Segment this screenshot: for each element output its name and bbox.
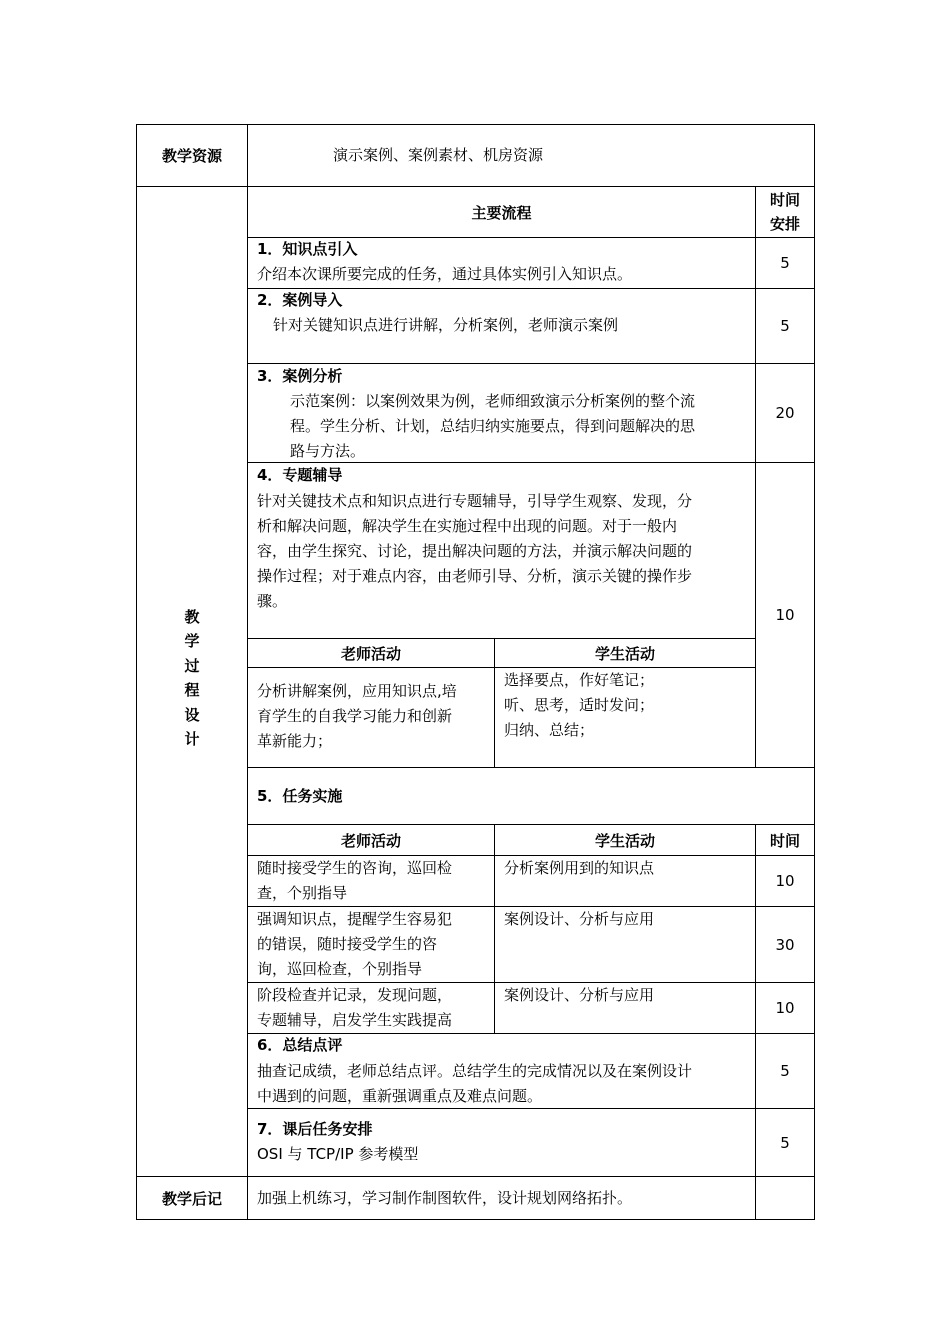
- step4-time-cell: [755, 462, 815, 768]
- step4-line2: 析和解决问题，解决学生在实施过程中出现的问题。对于一般内: [257, 517, 678, 535]
- step1-time-cell: [755, 237, 815, 289]
- main-flow-header: 主要流程: [471, 203, 532, 222]
- step3-line3: 路与方法。: [290, 442, 366, 460]
- step1-cell: [247, 237, 756, 289]
- step7-time-cell: [755, 1108, 815, 1177]
- time-header-line2: 安排: [769, 215, 800, 233]
- step3-cell: [247, 363, 756, 463]
- notes-value-cell: [247, 1176, 756, 1220]
- step5-row3-student: 案例设计、分析与应用: [504, 986, 655, 1004]
- step6-line1: 抽查记成绩，老师总结点评。总结学生的完成情况以及在案例设计: [257, 1062, 693, 1080]
- step3-time: 20: [775, 404, 795, 422]
- time-header-cell: [755, 186, 815, 238]
- step3-line2: 程。学生分析、计划，总结归纳实施要点，得到问题解决的思: [290, 417, 696, 435]
- step4-student-header: 学生活动: [594, 644, 655, 663]
- step5-time-header-cell: [755, 824, 815, 856]
- step5-row2-student-cell: [494, 906, 756, 983]
- step5-row1-time: 10: [775, 872, 795, 890]
- step2-time: 5: [780, 317, 790, 335]
- step3-title: 3．案例分析: [257, 367, 343, 385]
- notes-label: 教学后记: [161, 1189, 222, 1208]
- step2-text: 针对关键知识点进行讲解，分析案例，老师演示案例: [273, 316, 619, 334]
- step5-teacher-header-cell: [247, 824, 495, 856]
- step6-line2: 中遇到的问题，重新强调重点及难点问题。: [257, 1087, 543, 1105]
- step7-title: 7．课后任务安排: [257, 1120, 373, 1138]
- step5-time-header: 时间: [769, 831, 800, 850]
- main-flow-header-cell: [247, 186, 756, 238]
- step5-title-cell: [247, 767, 815, 825]
- step5-row2-student: 案例设计、分析与应用: [504, 910, 655, 928]
- process-label: 教 学 过 程 设 计: [184, 608, 200, 749]
- step7-line1: OSI 与 TCP/IP 参考模型: [257, 1145, 419, 1163]
- resources-label-cell: [136, 124, 248, 187]
- step4-student-header-cell: [494, 638, 756, 668]
- resources-value-cell: [247, 124, 815, 187]
- resources-value: 演示案例、案例素材、机房资源: [333, 146, 544, 164]
- step5-student-header: 学生活动: [594, 831, 655, 850]
- step1-text: 介绍本次课所要完成的任务，通过具体实例引入知识点。: [257, 265, 633, 283]
- step4-student-line2: 听、思考，适时发问；: [504, 696, 655, 714]
- step4-student-line3: 归纳、总结；: [504, 721, 595, 739]
- step5-row1-teacher-line2: 查，个别指导: [257, 884, 348, 902]
- step4-time: 10: [775, 606, 795, 624]
- step5-row3-student-cell: [494, 982, 756, 1034]
- step3-line1: 示范案例：以案例效果为例，老师细致演示分析案例的整个流: [290, 392, 696, 410]
- step2-time-cell: [755, 288, 815, 364]
- step5-row3-time-cell: [755, 982, 815, 1034]
- resources-label: 教学资源: [161, 147, 222, 165]
- step4-student-line1: 选择要点，作好笔记；: [504, 671, 655, 689]
- step1-time: 5: [780, 254, 790, 272]
- step4-teacher-activity-cell: [247, 667, 495, 768]
- notes-label-cell: [136, 1176, 248, 1220]
- step7-time: 5: [780, 1133, 790, 1152]
- step4-student-activity-cell: [494, 667, 756, 768]
- step5-row2-teacher-line1: 强调知识点，提醒学生容易犯: [257, 910, 453, 928]
- step5-row2-teacher-line3: 询，巡回检查，个别指导: [257, 960, 423, 978]
- step6-cell: [247, 1033, 756, 1109]
- step5-title: 5．任务实施: [257, 787, 343, 805]
- notes-value: 加强上机练习，学习制作制图软件，设计规划网络拓扑。: [257, 1189, 633, 1207]
- step6-time: 5: [780, 1062, 790, 1080]
- process-label-cell: [136, 186, 248, 1177]
- step5-student-header-cell: [494, 824, 756, 856]
- step5-row3-teacher-cell: [247, 982, 495, 1034]
- step4-teacher-line2: 育学生的自我学习能力和创新: [257, 707, 453, 725]
- step4-line5: 骤。: [257, 592, 288, 610]
- step5-teacher-header: 老师活动: [340, 831, 401, 850]
- step4-title: 4．专题辅导: [257, 466, 343, 484]
- step5-row2-time-cell: [755, 906, 815, 983]
- step4-line1: 针对关键技术点和知识点进行专题辅导，引导学生观察、发现，分: [257, 492, 693, 510]
- step5-row2-teacher-cell: [247, 906, 495, 983]
- step6-time-cell: [755, 1033, 815, 1109]
- step6-title: 6．总结点评: [257, 1036, 343, 1054]
- step7-cell: [247, 1108, 756, 1177]
- step4-teacher-header: 老师活动: [340, 644, 401, 663]
- step5-row3-time: 10: [775, 999, 795, 1017]
- step4-line4: 操作过程；对于难点内容，由老师引导、分析，演示关键的操作步: [257, 567, 693, 585]
- step3-time-cell: [755, 363, 815, 463]
- notes-time-cell: [755, 1176, 815, 1220]
- step4-cell: [247, 462, 756, 639]
- step5-row1-teacher-cell: [247, 855, 495, 907]
- step5-row3-teacher-line1: 阶段检查并记录，发现问题，: [257, 986, 453, 1004]
- step2-title: 2．案例导入: [257, 291, 343, 309]
- step2-cell: [247, 288, 756, 364]
- step5-row2-time: 30: [775, 935, 795, 954]
- time-header-line1: 时间: [769, 191, 800, 209]
- step5-row1-time-cell: [755, 855, 815, 907]
- step4-teacher-line3: 革新能力；: [257, 732, 333, 750]
- step5-row1-teacher-line1: 随时接受学生的咨询，巡回检: [257, 859, 453, 877]
- step4-line3: 容，由学生探究、讨论，提出解决问题的方法，并演示解决问题的: [257, 542, 693, 560]
- step1-title: 1．知识点引入: [257, 240, 358, 258]
- step5-row2-teacher-line2: 的错误，随时接受学生的咨: [257, 935, 438, 953]
- step5-row1-student-cell: [494, 855, 756, 907]
- step5-row1-student: 分析案例用到的知识点: [504, 859, 655, 877]
- step4-teacher-header-cell: [247, 638, 495, 668]
- step4-teacher-line1: 分析讲解案例，应用知识点,培: [257, 682, 457, 700]
- step5-row3-teacher-line2: 专题辅导，启发学生实践提高: [257, 1011, 453, 1029]
